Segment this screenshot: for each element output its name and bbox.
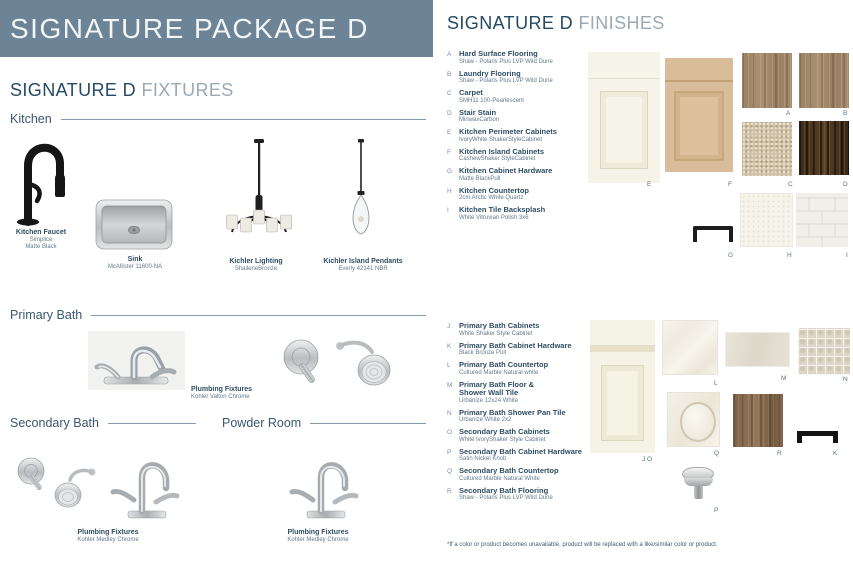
product-detail: Everly 42141 NBR — [338, 266, 388, 272]
finish-detail: Black Bronze Pull — [459, 350, 507, 356]
primary-bath-fixtures-label — [191, 386, 271, 401]
swatch-label-jo: J O — [642, 456, 653, 463]
finish-detail: SMH11 100-Pearlescent — [459, 97, 524, 104]
swatch-label-a: A — [786, 110, 791, 117]
finish-detail: Shaw - Polaris Plus LVP Wild Dune — [459, 78, 553, 84]
finish-name: Kitchen Island Cabinets — [459, 146, 545, 156]
secondary-shower-valve-image — [14, 455, 52, 495]
finish-name: Kitchen Perimeter Cabinets — [459, 127, 557, 136]
swatch-label-m: M — [781, 375, 787, 382]
swatch-label-l: L — [714, 380, 718, 387]
finish-name: Hard Surface Flooring — [459, 49, 538, 58]
finishes-title-secondary: FINISHES — [578, 13, 665, 33]
finish-letter: L — [447, 362, 451, 369]
swatch-label-h: H — [787, 252, 792, 259]
kitchen-heading-rule — [61, 119, 426, 120]
finish-detail: 2cm Arctic White Quartz — [459, 195, 524, 201]
secondary-bath-heading-rule — [108, 423, 196, 424]
disclaimer-text: *If a color or product becomes unavailable, product will be replaced with a like/similar color or product. — [447, 542, 718, 548]
swatch-lvp-flooring-a — [742, 53, 792, 108]
product-name: Plumbing Fixtures — [287, 529, 349, 536]
swatch-label-n: N — [843, 376, 848, 383]
finish-item-r — [447, 487, 617, 503]
swatch-2x2-mosaic-tile — [798, 328, 850, 375]
finish-letter: R — [447, 487, 452, 495]
finish-detail: Satin Nickel Knob — [459, 456, 507, 462]
product-name: Plumbing Fixtures — [77, 529, 139, 536]
finish-detail: Cultured Marble Natural White — [459, 475, 540, 482]
finish-name-line2: Shower Wall Tile — [459, 388, 519, 397]
swatch-cabinet-ivory-white — [588, 52, 660, 183]
swatch-cabinet-cashew — [665, 58, 733, 172]
swatch-label-g: G — [728, 252, 734, 259]
primary-shower-head-image — [334, 338, 396, 390]
kichler-lighting-image — [224, 139, 294, 253]
swatch-cultured-marble — [662, 320, 718, 375]
swatch-label-c: C — [788, 181, 793, 188]
finish-item-q — [447, 467, 617, 483]
finish-letter: J — [447, 323, 451, 330]
finish-letter: F — [447, 148, 451, 156]
fixtures-title-primary: SIGNATURE D — [10, 80, 137, 100]
powder-room-heading-label: Powder Room — [222, 416, 302, 430]
finish-letter: M — [447, 381, 453, 389]
finish-name: Secondary Bath Flooring — [459, 485, 549, 495]
powder-room-faucet-image — [283, 452, 363, 522]
finish-name: Primary Bath Cabinets — [459, 321, 540, 330]
finish-letter: B — [447, 70, 452, 78]
swatch-label-f: F — [728, 181, 732, 188]
finish-letter: D — [447, 109, 452, 117]
secondary-bath-faucet-image — [104, 452, 184, 522]
powder-room-section-heading — [222, 416, 426, 430]
swatch-matte-black-pull — [693, 226, 733, 242]
product-detail: ShaileneBronze — [234, 266, 278, 272]
kitchen-section-heading — [10, 112, 426, 126]
swatch-cultured-marble-sink — [667, 392, 720, 447]
header-band — [0, 0, 433, 57]
product-detail: Kohler Medley Chrome — [287, 537, 349, 543]
kichler-pendant-label — [320, 258, 406, 273]
product-detail: Simplice — [29, 237, 53, 243]
finish-name: Kitchen Countertop — [459, 185, 529, 195]
finish-letter: E — [447, 129, 452, 136]
finish-detail: Cultured Marble Natural white — [459, 369, 539, 376]
finish-detail: Urbanize White 2x2 — [459, 417, 512, 423]
product-name: Sink — [127, 256, 143, 263]
kitchen-sink-label — [99, 256, 171, 271]
finish-detail: MinwaxCarbon — [459, 117, 500, 123]
product-name: Kitchen Faucet — [15, 229, 67, 236]
knob-stem — [694, 486, 703, 499]
finish-letter: G — [447, 168, 453, 175]
product-detail: Matte Black — [25, 244, 57, 250]
kitchen-faucet-image — [12, 132, 76, 226]
finish-name: Primary Bath Countertop — [459, 360, 549, 369]
product-name: Plumbing Fixtures — [191, 386, 253, 393]
primary-bath-heading-rule — [91, 315, 426, 316]
cabinet-trim-strip — [590, 346, 655, 352]
finish-name: Primary Bath Cabinet Hardware — [459, 340, 572, 350]
finishes-title-primary: SIGNATURE D — [447, 13, 574, 33]
cabinet-door-panel — [674, 91, 724, 161]
kichler-pendant-image — [345, 139, 377, 253]
finish-name: Primary Bath Floor & — [459, 379, 535, 389]
secondary-shower-head-image — [52, 466, 96, 514]
kitchen-heading-label: Kitchen — [10, 112, 52, 126]
finish-item-i — [447, 206, 617, 222]
cabinet-drawer-front — [665, 58, 733, 82]
finish-letter: A — [447, 51, 452, 58]
finishes-title — [447, 13, 665, 34]
kichler-lighting-label — [215, 258, 297, 273]
finish-detail: White Vitruvian Polish 3x6 — [459, 214, 529, 221]
finish-name: Secondary Bath Cabinets — [459, 427, 550, 436]
secondary-bath-fixtures-label — [68, 529, 148, 544]
product-detail: Kohler Valton Chrome — [191, 394, 250, 400]
secondary-bath-heading-label: Secondary Bath — [10, 416, 99, 430]
product-detail: McAllister 11600-NA — [107, 264, 163, 270]
swatch-stair-stain — [799, 121, 849, 175]
finish-name: Laundry Flooring — [459, 68, 521, 78]
fixtures-title-secondary: FIXTURES — [141, 80, 234, 100]
primary-bath-faucet-image — [88, 331, 185, 390]
finish-detail: Shaw - Polaris Plus LVP Wild Dune — [459, 58, 553, 65]
finish-name: Carpet — [459, 88, 483, 97]
cabinet-drawer-front — [590, 320, 655, 346]
swatch-label-p: P — [714, 507, 719, 514]
fixtures-title — [10, 80, 234, 101]
finish-detail: Matte BlackPull — [459, 175, 501, 182]
finish-item-h — [447, 187, 617, 203]
finish-letter: N — [447, 409, 452, 417]
product-name: Kichler Island Pendants — [323, 258, 403, 265]
finish-letter: Q — [447, 468, 453, 475]
finish-name: Kitchen Cabinet Hardware — [459, 166, 553, 175]
swatch-subway-tile — [796, 193, 848, 247]
finish-name: Stair Stain — [459, 107, 497, 117]
swatch-label-q: Q — [714, 450, 720, 457]
swatch-label-d: D — [843, 181, 848, 188]
finish-name: Secondary Bath Countertop — [459, 466, 559, 475]
knob-base — [684, 478, 713, 486]
swatch-label-b: B — [843, 110, 848, 117]
finish-detail: Urbanize 12x24 White — [459, 397, 519, 404]
finish-name: Primary Bath Shower Pan Tile — [459, 407, 566, 417]
finish-letter: K — [447, 342, 452, 350]
finish-letter: I — [447, 207, 449, 214]
swatch-quartz-countertop — [740, 193, 793, 247]
cabinet-door-panel — [600, 91, 648, 169]
swatch-secondary-bath-flooring — [733, 394, 783, 447]
swatch-label-i: I — [846, 252, 848, 259]
finish-letter: H — [447, 187, 452, 195]
finish-letter: P — [447, 448, 452, 456]
finish-name: Kitchen Tile Backsplash — [459, 205, 546, 214]
finish-letter: C — [447, 90, 452, 97]
swatch-cabinet-white-shaker — [590, 320, 655, 453]
finish-detail: White IvoryShaker Style Cabinet — [459, 436, 546, 443]
powder-room-fixtures-label — [278, 529, 358, 544]
finish-detail: White Shaker Style Cabinet — [459, 330, 533, 337]
swatch-label-e: E — [647, 181, 652, 188]
finish-detail: CashewShaker StyleCabinet — [459, 156, 536, 162]
subway-tile-pattern — [796, 193, 848, 247]
primary-bath-heading-label: Primary Bath — [10, 308, 83, 322]
finish-letter: O — [447, 429, 453, 436]
cabinet-drawer-front — [588, 52, 660, 79]
swatch-black-bronze-pull — [797, 431, 838, 443]
sink-basin-shape — [680, 402, 716, 442]
primary-shower-valve-image — [279, 336, 329, 390]
swatch-label-r: R — [777, 450, 782, 457]
swatch-12x24-tile — [725, 332, 790, 367]
chrome-centerset-faucet — [90, 335, 183, 387]
secondary-bath-section-heading — [10, 416, 196, 430]
kitchen-faucet-label — [8, 229, 74, 251]
powder-room-heading-rule — [310, 423, 426, 424]
product-name: Kichler Lighting — [229, 258, 283, 265]
finish-name: Secondary Bath Cabinet Hardware — [459, 446, 582, 456]
cabinet-door-panel — [601, 365, 644, 441]
kitchen-sink-image — [94, 196, 174, 254]
finish-detail: Shaw - Polaris Plus LVP Wild Dune — [459, 495, 553, 501]
primary-bath-section-heading — [10, 308, 426, 322]
swatch-satin-nickel-knob — [680, 467, 716, 507]
swatch-carpet — [742, 122, 792, 176]
swatch-lvp-flooring-b — [799, 53, 849, 108]
page-title: SIGNATURE PACKAGE D — [10, 12, 369, 44]
product-detail: Kohler Medley Chrome — [77, 537, 139, 543]
finish-detail: IvoryWhite ShakerStyleCabinet — [459, 136, 543, 143]
swatch-label-k: K — [833, 450, 838, 457]
